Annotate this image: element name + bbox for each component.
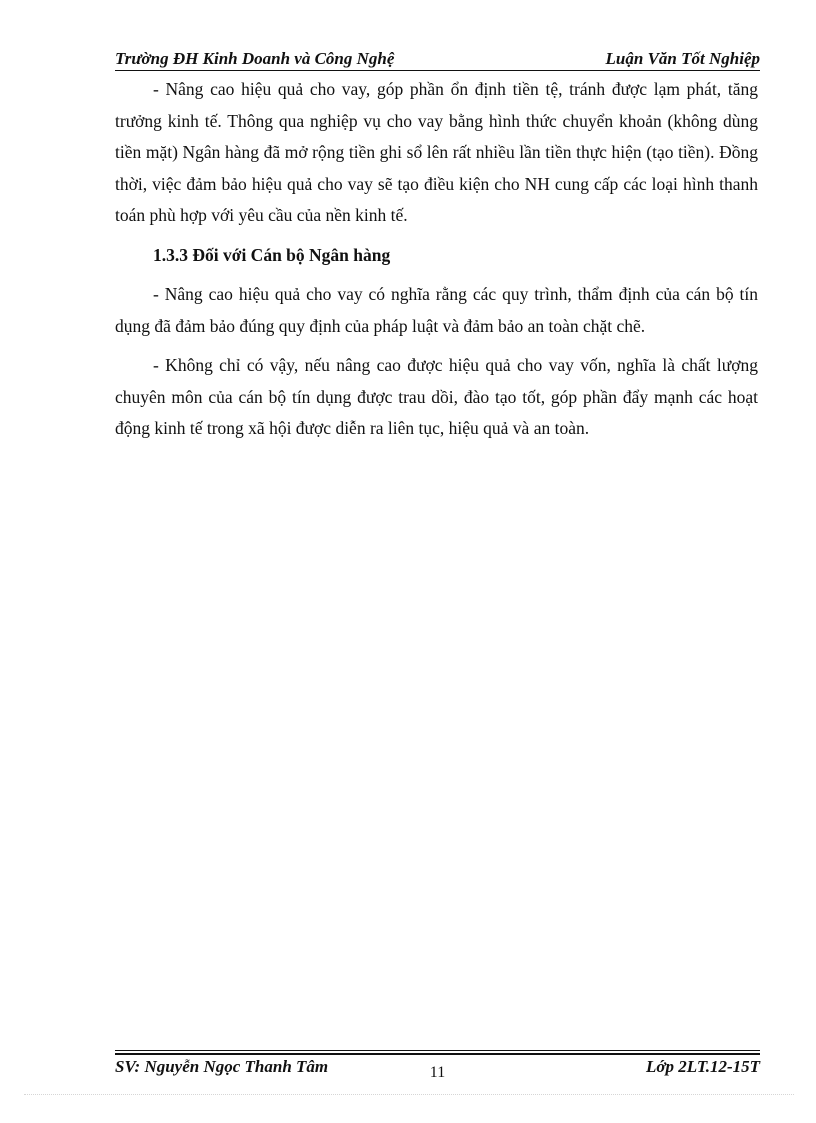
section-heading: 1.3.3 Đối với Cán bộ Ngân hàng — [153, 244, 391, 265]
page-header — [115, 48, 760, 70]
paragraph-3: - Không chỉ có vậy, nếu nâng cao được hiệu quả cho vay vốn, nghĩa là chất lượng chuyên môn của cán bộ tín dụng được trau dồi, đào tạo tốt, góp phần đẩy mạnh các hoạt động kinh tế trong xã hội được diễn ra liên tục, hiệu quả và an toàn. — [115, 355, 758, 438]
page-edge-divider — [24, 1094, 794, 1095]
page-footer — [115, 1056, 760, 1082]
footer-divider-thick — [115, 1053, 760, 1055]
footer-divider-thin — [115, 1050, 760, 1051]
paragraph-2: - Nâng cao hiệu quả cho vay có nghĩa rằng các quy trình, thẩm định của cán bộ tín dụng đã đảm bảo đúng quy định của pháp luật và đảm bảo an toàn chặt chẽ. — [115, 284, 758, 336]
paragraph-1: - Nâng cao hiệu quả cho vay, góp phần ổn định tiền tệ, tránh được lạm phát, tăng trưởng kinh tế. Thông qua nghiệp vụ cho vay bằng hình thức chuyển khoản (không dùng tiền mặt) Ngân hàng đã mở rộng tiền ghi sổ lên rất nhiều lần tiền thực hiện (tạo tiền). Đồng thời, việc đảm bảo hiệu quả cho vay sẽ tạo điều kiện cho NH cung cấp các loại hình thanh toán phù hợp với yêu cầu của nền kinh tế. — [115, 79, 758, 225]
page-body — [115, 74, 758, 453]
header-divider — [115, 70, 760, 71]
footer-student: SV: Nguyễn Ngọc Thanh Tâm — [115, 1057, 329, 1076]
header-thesis: Luận Văn Tốt Nghiệp — [605, 49, 760, 68]
page-number: 11 — [429, 1064, 446, 1081]
footer-class: Lớp 2LT.12-15T — [646, 1057, 760, 1076]
header-school: Trường ĐH Kinh Doanh và Công Nghệ — [115, 49, 395, 68]
